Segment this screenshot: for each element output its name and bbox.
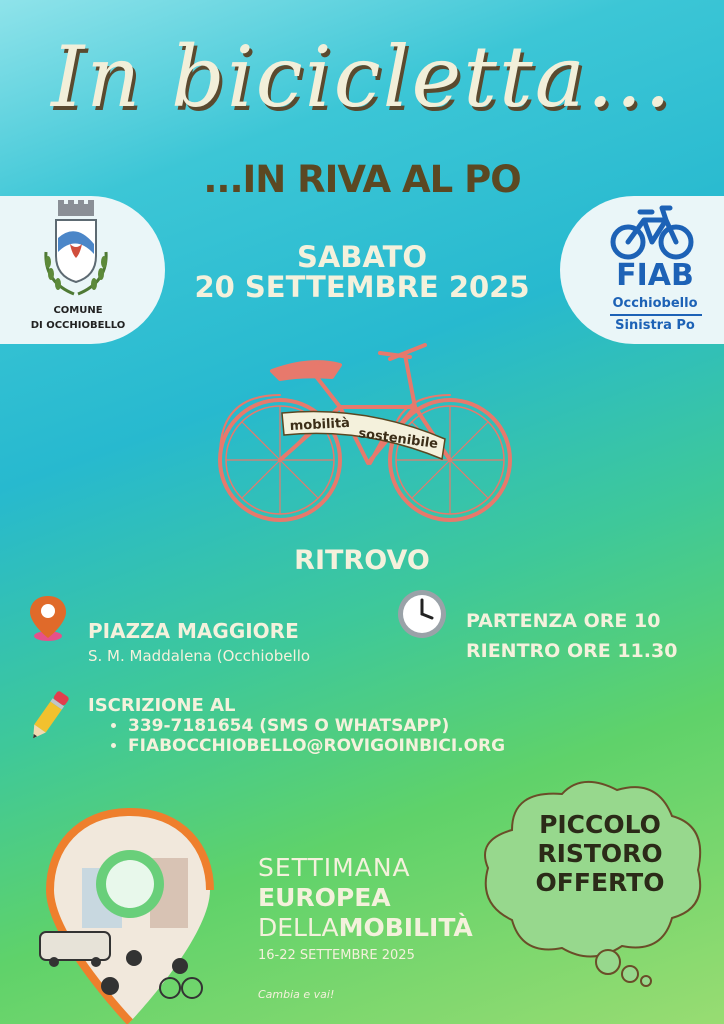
mobility-week-pin-icon: [30, 808, 230, 1024]
pencil-icon: [28, 686, 72, 746]
registration-email: • FIABOCCHIOBELLO@ROVIGOINBICI.ORG: [128, 736, 505, 756]
banner-word-2: sostenibile: [357, 426, 439, 453]
meeting-heading: RITROVO: [294, 545, 430, 576]
comune-line1: COMUNE: [53, 305, 103, 316]
meeting-place: PIAZZA MAGGIORE: [88, 619, 299, 643]
week-line-3: [258, 913, 473, 942]
week-line-3a: DELLA: [258, 913, 339, 942]
week-motto: Cambia e vai!: [258, 988, 335, 1001]
refreshment-note: [520, 810, 680, 897]
bicycle-icon: [210, 335, 520, 530]
banner-word-1: mobilità: [289, 415, 351, 434]
fiab-subtitle-1: Occhiobello: [612, 296, 698, 311]
poster-title: In bicicletta...: [51, 28, 673, 126]
registration-phone: • 339-7181654 (SMS O WHATSAPP): [128, 716, 505, 736]
event-date: 20 SETTEMBRE 2025: [194, 270, 530, 304]
registration-list: [110, 716, 505, 756]
week-line-3b: MOBILITÀ: [338, 913, 473, 942]
registration-heading: ISCRIZIONE AL: [88, 695, 236, 716]
fiab-divider: [610, 314, 702, 316]
comune-label: [18, 303, 138, 333]
clock-icon: [396, 588, 448, 640]
departure-time: PARTENZA ORE 10: [466, 610, 661, 632]
meeting-place-detail: S. M. Maddalena (Occhiobello: [88, 647, 311, 665]
return-time: RIENTRO ORE 11.30: [466, 640, 678, 662]
location-pin-icon: [26, 592, 70, 644]
week-line-2: EUROPEA: [258, 883, 391, 912]
comune-line2: DI OCCHIOBELLO: [30, 320, 126, 331]
refreshment-line3: OFFERTO: [535, 868, 665, 897]
week-line-1: SETTIMANA: [258, 853, 411, 882]
week-dates: 16-22 SETTEMBRE 2025: [258, 948, 415, 963]
event-day: SABATO: [296, 240, 428, 274]
fiab-subtitle-2: Sinistra Po: [615, 318, 695, 333]
refreshment-line1: PICCOLO: [539, 810, 661, 839]
fiab-name: FIAB: [616, 258, 694, 293]
refreshment-line2: RISTORO: [537, 839, 663, 868]
poster-subtitle: ...IN RIVA AL PO: [203, 158, 521, 201]
